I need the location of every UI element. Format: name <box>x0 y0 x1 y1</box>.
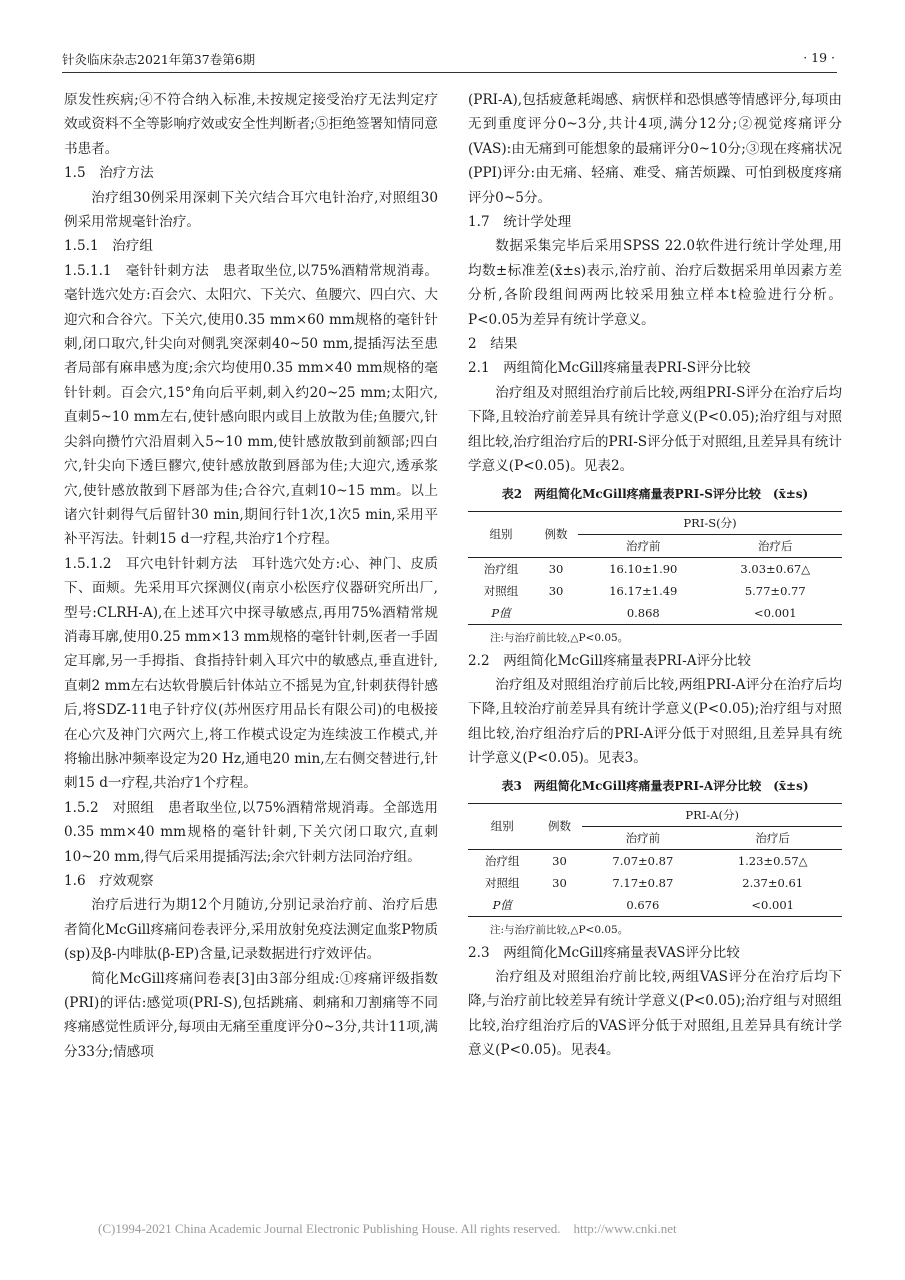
table-cell: 0.868 <box>578 602 708 625</box>
paragraph-mcgill: 简化McGill疼痛问卷表[3]由3部分组成:①疼痛评级指数(PRI)的评估:感觉项(PRI-S),包括跳痛、刺痛和刀割痛等不同疼痛感觉性质评分,每项由无痛至重度评分0~3分,共计11项,满分33分;情感项 <box>64 970 438 1060</box>
table-cell <box>537 894 583 917</box>
heading-2-1: 2.1 两组简化McGill疼痛量表PRI-S评分比较 <box>468 360 751 377</box>
table3-header-group: 组别 <box>468 803 537 849</box>
heading-1-7: 1.7 统计学处理 <box>468 214 572 231</box>
table-cell: 16.10±1.90 <box>609 561 678 576</box>
heading-1-5: 1.5 治疗方法 <box>64 165 154 182</box>
table-cell: 30 <box>548 561 564 576</box>
table-cell: 16.17±1.49 <box>609 583 678 598</box>
paragraph-1-7: 数据采集完毕后采用SPSS 22.0软件进行统计学处理,用均数±标准差(x̄±s)表示,治疗前、治疗后数据采用单因素方差分析,各阶段组间两两比较采用独立样本t检验进行分析。P<0.05为差异有统计学意义。 <box>468 238 842 328</box>
table-cell: 3.03±0.67△ <box>740 561 811 576</box>
table3-caption: 表3 两组简化McGill疼痛量表PRI-A评分比较 (x̄±s) <box>501 778 809 793</box>
heading-2-3: 2.3 两组简化McGill疼痛量表VAS评分比较 <box>468 944 740 961</box>
table-cell: <0.001 <box>709 602 842 625</box>
paragraph-continued: (PRI-A),包括疲惫耗竭感、病恹样和恐惧感等情感评分,每项由无到重度评分0~3分,共计4项,满分12分;②视觉疼痛评分(VAS):由无痛到可能想象的最痛评分0~10分;③现在疼痛状况(PPI)评分:由无痛、轻痛、难受、痛苦烦躁、可怕到极度疼痛评分0~5分。 <box>468 92 842 206</box>
paragraph-1-5: 治疗组30例采用深刺下关穴结合耳穴电针治疗,对照组30例采用常规毫针治疗。 <box>64 189 438 231</box>
table-cell: 对照组 <box>483 583 519 598</box>
paragraph-2-1: 治疗组及对照组治疗前后比较,两组PRI-S评分在治疗后均下降,且较治疗前差异具有统计学意义(P<0.05);治疗组与对照组比较,治疗组治疗后的PRI-S评分低于对照组,且差异具有统计学意义(P<0.05)。见表2。 <box>468 384 842 475</box>
journal-header: 针灸临床杂志2021年第37卷第6期 <box>62 52 256 67</box>
table-cell: 30 <box>548 583 564 598</box>
table-cell: 7.17±0.87 <box>612 875 674 890</box>
header-rule <box>62 72 837 73</box>
table-cell: 30 <box>552 853 567 868</box>
paragraph-1-5-1-1: 1.5.1.1 毫针针刺方法 患者取坐位,以75%酒精常规消毒。毫针选穴处方:百会穴、太阳穴、下关穴、鱼腰穴、四白穴、大迎穴和合谷穴。下关穴,使用0.35 mm×60 mm规格的毫针针刺,闭口取穴,针尖向对侧乳突深刺40~50 mm,提插泻法至患者局部有麻串感为度;余穴均使用0.35 mm×40 mm规格的毫针针刺。百会穴,15°角向后平刺,刺入约20~25 mm;太阳穴,直刺5~10 mm左右,使针感向眼内或目上放散为佳;鱼腰穴,针尖斜向攒竹穴沿眉刺入5~10 mm,使针感放散到前额部;四白穴,针尖向下透巨髎穴,使针感放散到唇部为佳;大迎穴,透承浆穴,使针感放散到下唇部为佳;合谷穴,直刺10~15 mm。以上诸穴针刺得气后留针30 min,期间行针1次,1次5 min,采用平补平泻法。针刺15 d一疗程,共治疗1个疗程。 <box>64 262 438 548</box>
table3-header-span: PRI-A(分) <box>582 803 842 826</box>
table-cell: 2.37±0.61 <box>742 875 804 890</box>
heading-2: 2 结果 <box>468 336 518 353</box>
table-cell <box>534 602 578 625</box>
heading-1-5-1: 1.5.1 治疗组 <box>64 238 153 255</box>
table2-caption: 表2 两组简化McGill疼痛量表PRI-S评分比较 (x̄±s) <box>501 486 809 501</box>
table-cell: 5.77±0.77 <box>744 583 806 598</box>
table3-header-n: 例数 <box>537 803 583 849</box>
table2-header-n: 例数 <box>534 511 578 557</box>
table3 <box>468 803 842 917</box>
table-cell: 治疗组 <box>483 561 519 576</box>
table-row <box>468 602 842 625</box>
table-cell: 0.676 <box>582 894 703 917</box>
table2-header-after: 治疗后 <box>709 534 842 557</box>
table-cell: 1.23±0.57△ <box>737 853 808 868</box>
table3-header-before: 治疗前 <box>582 826 703 849</box>
paragraph-intro: 原发性疾病;④不符合纳入标准,未按规定接受治疗无法判定疗效或资料不全等影响疗效或安全性判断者;⑤拒绝签署知情同意书患者。 <box>64 92 438 157</box>
table-cell: P值 <box>468 894 537 917</box>
table-cell: 30 <box>552 875 567 890</box>
left-column <box>64 88 438 1064</box>
table-cell: 治疗组 <box>485 853 520 868</box>
table-row <box>468 849 842 872</box>
table2-note: 注:与治疗前比较,△P<0.05。 <box>490 631 629 644</box>
heading-2-2: 2.2 两组简化McGill疼痛量表PRI-A评分比较 <box>468 652 751 669</box>
table-row <box>468 872 842 894</box>
table2-header-group: 组别 <box>468 511 534 557</box>
table-cell: 对照组 <box>485 875 520 890</box>
page-number: · 19 · <box>803 50 835 65</box>
table-cell: 7.07±0.87 <box>612 853 674 868</box>
table3-note: 注:与治疗前比较,△P<0.05。 <box>490 923 629 936</box>
table-cell: <0.001 <box>703 894 842 917</box>
table-row <box>468 894 842 917</box>
table3-header-after: 治疗后 <box>703 826 842 849</box>
paragraph-1-6: 治疗后进行为期12个月随访,分别记录治疗前、治疗后患者简化McGill疼痛问卷表评分,采用放射免疫法测定血浆P物质(sp)及β-内啡肽(β-EP)含量,记录数据进行疗效评估。 <box>64 897 438 963</box>
table-row <box>468 580 842 602</box>
paragraph-2-3: 治疗组及对照组治疗前比较,两组VAS评分在治疗后均下降,与治疗前比较差异有统计学意义(P<0.05);治疗组与对照组比较,治疗组治疗后的VAS评分低于对照组,且差异具有统计学意义(P<0.05)。见表4。 <box>468 968 842 1059</box>
heading-1-6: 1.6 疗效观察 <box>64 873 154 889</box>
table-cell: P值 <box>468 602 534 625</box>
table2 <box>468 511 842 625</box>
table2-header-before: 治疗前 <box>578 534 708 557</box>
paragraph-1-5-1-2: 1.5.1.2 耳穴电针针刺方法 耳针选穴处方:心、神门、皮质下、面颊。先采用耳穴探测仪(南京小松医疗仪器研究所出厂,型号:CLRH-A),在上述耳穴中探寻敏感点,再用75%酒精常规消毒耳廓,使用0.25 mm×13 mm规格的毫针针刺,医者一手固定耳廓,另一手拇指、食指持针刺入耳穴中的敏感点,垂直进针,直刺2 mm左右达软骨膜后针体站立不摇晃为宜,针刺获得针感后,将SDZ-11电子针疗仪(苏州医疗用品长有限公司)的电极接在心穴及神门穴两穴上,将工作模式设定为连续波工作模式,并将输出脉冲频率设定为20 Hz,通电20 min,左右侧交替进行,针刺15 d一疗程,共治疗1个疗程。 <box>64 555 438 792</box>
paragraph-1-5-2: 1.5.2 对照组 患者取坐位,以75%酒精常规消毒。全部选用0.35 mm×40 mm规格的毫针针刺,下关穴闭口取穴,直刺10~20 mm,得气后采用提插泻法;余穴针刺方法同治疗组。 <box>64 799 438 865</box>
right-column <box>468 88 842 1063</box>
table-row <box>468 557 842 580</box>
paragraph-2-2: 治疗组及对照组治疗前后比较,两组PRI-A评分在治疗后均下降,且较治疗前差异具有统计学意义(P<0.05);治疗组与对照组比较,治疗组治疗后的PRI-A评分低于对照组,且差异具有统计学意义(P<0.05)。见表3。 <box>468 676 842 767</box>
copyright-footer: (C)1994-2021 China Academic Journal Electronic Publishing House. All rights reserved. http://www.cnki.net <box>98 1221 677 1236</box>
table2-header-span: PRI-S(分) <box>578 511 842 534</box>
